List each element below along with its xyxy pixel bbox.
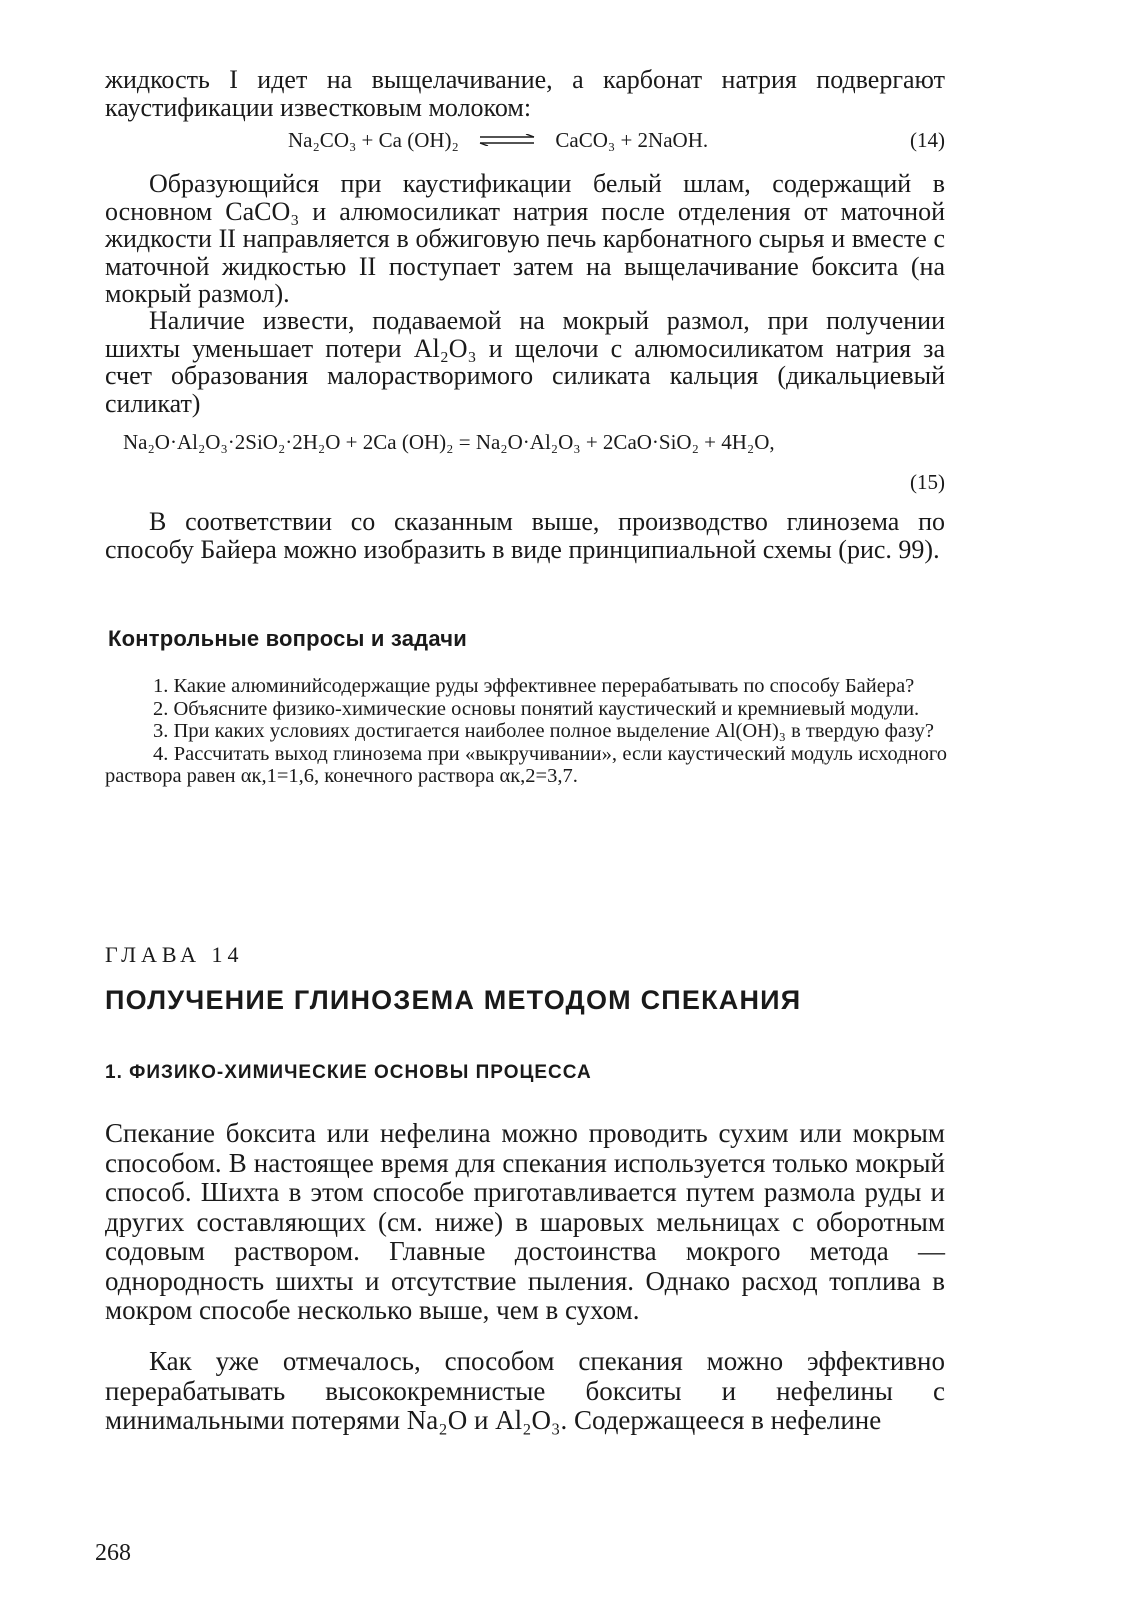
- intro-paragraph: жидкость I идет на выщелачивание, а карбонат натрия подвергают каустификации известковым молоком:: [105, 65, 945, 122]
- shlam-block: [105, 170, 945, 308]
- question-item: 3. При каких условиях достигается наиболее полное выделение Al(OH)₃ в твердую фазу?: [153, 720, 934, 742]
- question-item: 1. Какие алюминийсодержащие руды эффективнее перерабатывать по способу Байера?: [153, 675, 915, 697]
- control-questions-heading: Контрольные вопросы и задачи: [108, 626, 467, 651]
- kak-block: [105, 1347, 945, 1436]
- spekanie-paragraph: Спекание боксита или нефелина можно проводить сухим или мокрым способом. В настоящее время для спекания используется только мокрый способ. Шихта в этом способе приготавливается путем размола руды и других составляющих (см. ниже) в шаровых мельницах с оборотным содовым раствором. Главные достоинства мокрого метода — однородность шихты и отсутствие пыления. Однако расход топлива в мокром способе несколько выше, чем в сухом.: [105, 1118, 945, 1325]
- equation-15: [105, 430, 945, 500]
- chapter-title: ПОЛУЧЕНИЕ ГЛИНОЗЕМА МЕТОДОМ СПЕКАНИЯ: [105, 985, 802, 1015]
- chapter-label: ГЛАВА 14: [105, 942, 244, 967]
- kak-paragraph: Как уже отмечалось, способом спекания можно эффективно перерабатывать высококремнистые бокситы и нефелины с минимальными потерями Na₂O и Al₂O₃. Содержащееся в нефелине: [105, 1346, 945, 1435]
- shlam-paragraph: Образующийся при каустификации белый шлам, содержащий в основном CaCO₃ и алюмосиликат натрия после отделения от маточной жидкости II направляется в обжиговую печь карбонатного сырья и вместе с маточной жидкостью II поступает затем на выщелачивание боксита (на мокрый размол).: [105, 169, 945, 308]
- equation-14: [105, 128, 945, 158]
- equation-14-right: CaCO₃ + 2NaOH.: [555, 128, 709, 152]
- izvest-block: [105, 307, 945, 417]
- question-item: 2. Объясните физико-химические основы понятий каустический и кремниевый модули.: [153, 697, 920, 720]
- equation-14-body: [288, 128, 708, 153]
- izvest-paragraph: Наличие извести, подаваемой на мокрый размол, при получении шихты уменьшает потери Al₂O₃ и щелочи с алюмосиликатом натрия за счет образования малорастворимого силиката кальция (дикальциевый силикат): [105, 306, 945, 418]
- equation-15-body: Na₂O·Al₂O₃·2SiO₂·2H₂O + 2Ca (OH)₂ = Na₂O·Al₂O₃ + 2CaO·SiO₂ + 4H₂O,: [123, 430, 775, 454]
- equation-15-number: (15): [910, 470, 945, 494]
- equation-14-left: Na₂CO₃ + Ca (OH)₂: [288, 128, 459, 152]
- section-title: 1. ФИЗИКО-ХИМИЧЕСКИЕ ОСНОВЫ ПРОЦЕССА: [105, 1062, 592, 1083]
- equation-14-number: (14): [910, 128, 945, 152]
- spekanie-block: [105, 1119, 945, 1326]
- control-questions-list: [105, 675, 947, 788]
- equilibrium-arrow-icon: [478, 134, 536, 146]
- page-number: 268: [95, 1540, 131, 1566]
- question-item: 4. Рассчитать выход глинозема при «выкручивании», если каустический модуль исходного раствора равен αк,1=1,6, конечного раствора αк,2=3,7.: [105, 742, 947, 787]
- scheme-block: [105, 508, 945, 563]
- scheme-paragraph: В соответствии со сказанным выше, производство глинозема по способу Байера можно изобразить в виде принципиальной схемы (рис. 99).: [105, 507, 945, 564]
- intro-block: [105, 66, 945, 121]
